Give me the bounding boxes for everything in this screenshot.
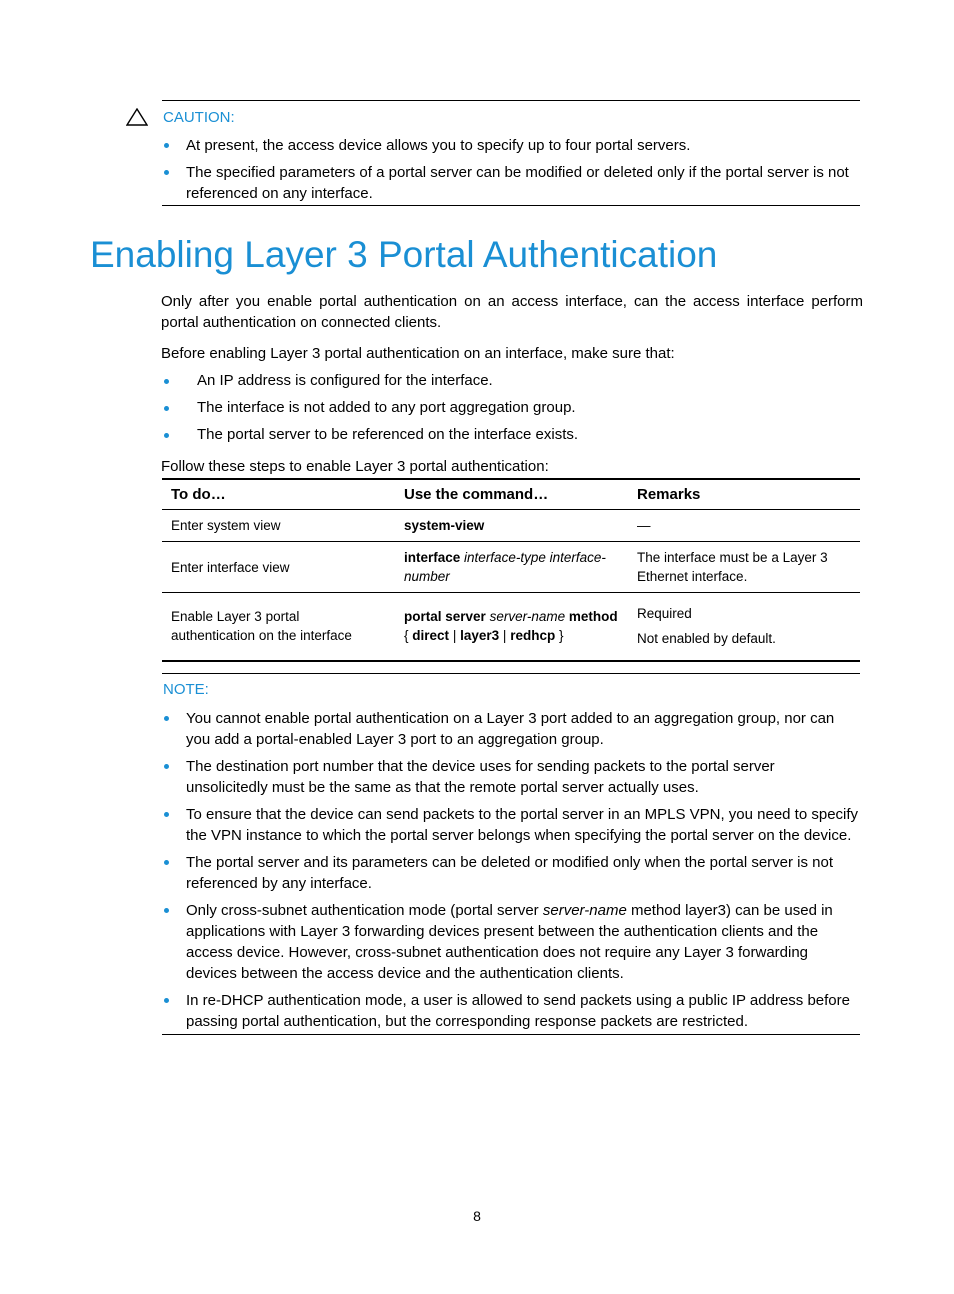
table-cell [395, 542, 628, 593]
warning-triangle-icon [126, 108, 148, 126]
before-paragraph: Before enabling Layer 3 portal authentication on an interface, make sure that: [161, 345, 675, 362]
note-text: ) can be used in applications with Layer 3 forwarding devices present between the authentication clients and the access device. However, cross-subnet authentication does not require any Layer 3 forwarding devices between the access device and the authentication clients. [186, 902, 833, 982]
remark-line: Required [637, 606, 692, 622]
table-cell: The interface must be a Layer 3 Ethernet interface. [628, 542, 860, 593]
table-cell: Enable Layer 3 portal authentication on the interface [162, 593, 395, 661]
table-cell: Enter system view [162, 510, 395, 542]
command-keyword: system-view [404, 518, 485, 533]
table-cell [395, 510, 628, 542]
command-argument: server-name [542, 902, 627, 919]
note-list [162, 708, 860, 1038]
table-header-row [162, 479, 860, 510]
list-item: The portal server to be referenced on the interface exists. [162, 424, 860, 445]
command-keyword: method layer3 [630, 902, 727, 919]
list-item: The specified parameters of a portal server can be modified or deleted only if the portal server is not referenced on any interface. [162, 162, 860, 204]
section-heading: Enabling Layer 3 Portal Authentication [90, 234, 718, 275]
page-number: 8 [473, 1208, 481, 1224]
remark-line: Not enabled by default. [637, 631, 776, 647]
list-item: At present, the access device allows you to specify up to four portal servers. [162, 135, 860, 156]
command-keyword: interface [404, 550, 461, 565]
command-keyword: method [568, 609, 618, 625]
requirements-list [162, 370, 860, 451]
caution-list [162, 135, 860, 210]
table-cell: Enter interface view [162, 542, 395, 593]
table-cell [628, 593, 860, 661]
list-item: You cannot enable portal authentication on a Layer 3 port added to an aggregation group, nor can you add a portal-enabled Layer 3 port to an aggregation group. [162, 708, 860, 750]
list-item: In re-DHCP authentication mode, a user is allowed to send packets using a public IP address before passing portal authentication, but the corresponding response packets are restricted. [162, 990, 860, 1032]
list-item: The interface is not added to any port aggregation group. [162, 397, 860, 418]
note-text: Only cross-subnet authentication mode ( [186, 902, 456, 919]
column-header: Remarks [628, 479, 860, 510]
caution-top-rule [162, 100, 860, 101]
brace: } [558, 628, 564, 644]
brace: { [404, 628, 409, 644]
steps-intro: Follow these steps to enable Layer 3 portal authentication: [161, 458, 549, 475]
caution-bottom-rule [162, 205, 860, 206]
list-item: The destination port number that the device uses for sending packets to the portal server unsolicitedly must be the same as that the remote portal server actually uses. [162, 756, 860, 798]
command-keyword: direct [412, 628, 450, 644]
command-argument: server-name [489, 609, 566, 625]
command-keyword: portal server [404, 609, 486, 625]
table-row [162, 593, 860, 661]
note-bottom-rule [162, 1034, 860, 1035]
separator: | [502, 628, 507, 644]
list-item: To ensure that the device can send packets to the portal server in an MPLS VPN, you need to specify the VPN instance to which the portal server belongs when specifying the portal server on the device. [162, 804, 860, 846]
command-keyword: redhcp [510, 628, 556, 644]
steps-table [162, 478, 860, 662]
intro-paragraph: Only after you enable portal authentication on an access interface, can the access interface perform portal authentication on connected clients. [161, 293, 863, 331]
separator: | [452, 628, 457, 644]
table-row [162, 542, 860, 593]
command-argument: interface-type interface-number [404, 550, 606, 584]
table-cell [395, 593, 628, 661]
list-item: The portal server and its parameters can be deleted or modified only when the portal server is not referenced by any interface. [162, 852, 860, 894]
table-cell: — [628, 510, 860, 542]
command-keyword: portal server [455, 902, 539, 919]
note-label: NOTE: [163, 681, 209, 698]
caution-label: CAUTION: [163, 109, 235, 126]
list-item: An IP address is configured for the interface. [162, 370, 860, 391]
command-keyword: layer3 [460, 628, 500, 644]
list-item [162, 900, 860, 984]
column-header: Use the command… [395, 479, 628, 510]
note-top-rule [162, 673, 860, 674]
column-header: To do… [162, 479, 395, 510]
table-row [162, 510, 860, 542]
